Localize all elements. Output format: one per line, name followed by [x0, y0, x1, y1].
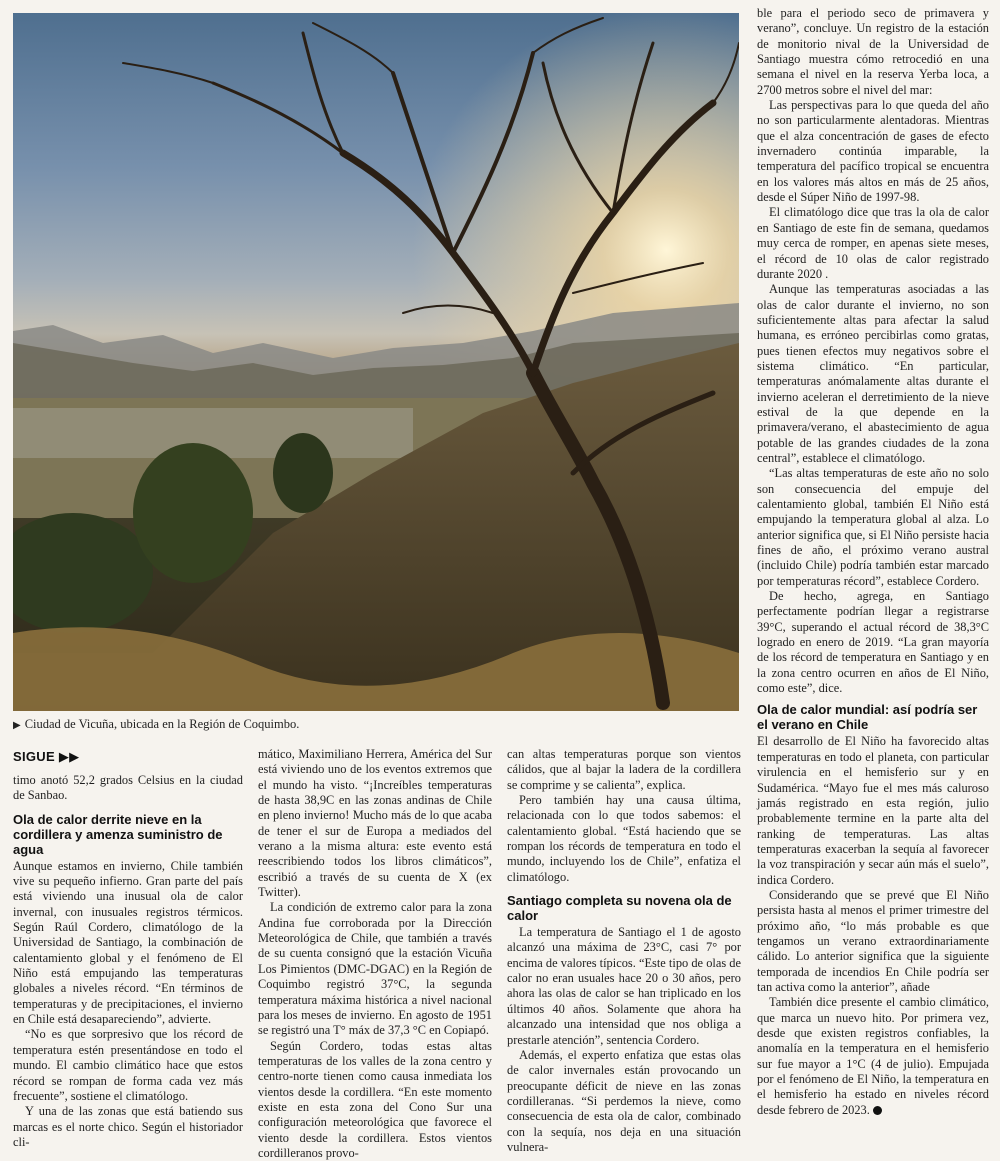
paragraph: El climatólogo dice que tras la ola de calor en Santiago de este fin de semana, quedamos muy cerca de romper, en apenas siete meses, el récord de 10 olas de calor registrado durante 2020 .	[757, 205, 989, 281]
photo-landscape	[13, 13, 739, 711]
paragraph: Las perspectivas para lo que queda del año no son particularmente alentadoras. Mientras que el alza concentración de gases de efecto invernadero continúa imparable, la temperatura del pacífico tropical se encuentra en los valores más altos en más de 25 años, desde el Súper Niño de 1997-98.	[757, 98, 989, 205]
article-column-3	[507, 747, 741, 1155]
paragraph-text: También dice presente el cambio climático, que marca un nuevo hito. Por primera vez, desde que existen registros confiables, la anomalía en la temperatura en el hemisferio sur fue mayor a 1°C (4 de julio). Empujada por el fenómeno de El Niño, la temperatura en el hemisferio ha estado en niveles récord desde febrero de 2023.	[757, 995, 989, 1117]
paragraph: Además, el experto enfatiza que estas olas de calor invernales están provocando un preocupante déficit de nieve en las zonas cordilleranas. “Si perdemos la nieve, como consecuencia de esta ola de calor, combinado con la sequía, nos deja en una situación vulnera-	[507, 1047, 741, 1154]
caption-text: Ciudad de Vicuña, ubicada en la Región de Coquimbo.	[24, 717, 300, 731]
paragraph: El desarrollo de El Niño ha favorecido altas temperaturas en todo el planeta, con particular virulencia en el hemisferio sur y en Sudamérica. “Mayo fue el mes más caluroso jamás registrado en esta región, julio probablemente termine en la parte alta del ranking de temperaturas. Las altas temperaturas exacerban la sequía al favorecer la voz transpiración y secar aún más el suelo”, indica Cordero.	[757, 734, 989, 887]
paragraph	[757, 995, 989, 1118]
paragraph: ble para el periodo seco de primavera y verano”, concluye. Un registro de la estación de monitorio nival de la Universidad de Santiago muestra cómo retrocedió en una semana el nivel en la reserva Yerba loca, a 2700 metros sobre el nivel del mar:	[757, 6, 989, 97]
paragraph: Pero también hay una causa última, relacionada con lo que todos sabemos: el calentamiento global. “Está haciendo que se rompan los récords de temperatura en todo el mundo, incluyendo los de Chile”, enfatiza el climatólogo.	[507, 793, 741, 884]
paragraph: La temperatura de Santiago el 1 de agosto alcanzó una máxima de 23°C, casi 7° por encima de valores típicos. “Este tipo de olas de calor no eran usuales hace 20 o 30 años, pero ahora las olas de calor se han triplicado en los últimos 40 años. Solamente que ahora ha alcanzado una intensidad que nos obliga a prestarle atención”, sentencia Cordero.	[507, 925, 741, 1047]
paragraph: mático, Maximiliano Herrera, América del Sur está viviendo uno de los eventos extremos que el mundo ha visto. “¡Increíbles temperaturas de hasta 38,9C en las zonas andinas de Chile en pleno invierno! Mucho más de lo que acaba de tener el sur de Europa a mediados del verano a la misma altura: este evento está reescribiendo todos los libros climáticos”, escribió a través de su cuenta de X (ex Twitter).	[258, 747, 492, 900]
paragraph: timo anotó 52,2 grados Celsius en la ciudad de Sanbao.	[13, 773, 243, 803]
paragraph: La condición de extremo calor para la zona Andina fue corroborada por la Dirección Meteorológica de Chile, que también a través de su cuenta consignó que la estación Vicuña Los Pimientos (DMC-DGAC) en la Región de Coquimbo registró 37°C, la segunda temperatura máxima histórica a nivel nacional para los meses de invierno. En agosto de 1951 se registró una T° máx de 37,3 °C en Copiapó.	[258, 900, 492, 1038]
photo-caption	[13, 717, 743, 732]
paragraph: can altas temperaturas porque son vientos cálidos, que al bajar la ladera de la cordillera se comprime y se calienta”, explica.	[507, 747, 741, 792]
paragraph: “No es que sorpresivo que los récord de temperatura estén presentándose en todo el mundo. El cambio climático hace que estos récord se rompan de forma cada vez más frecuente”, sostiene el climatólogo.	[13, 1027, 243, 1103]
subheading-world: Ola de calor mundial: así podría ser el verano en Chile	[757, 702, 978, 733]
paragraph: Aunque las temperaturas asociadas a las olas de calor durante el invierno, no son suficientemente altas para afectar la salud humana, es erróneo percibirlas como gratas, pues tienen efectos muy negativos sobre el sistema climático. “En particular, temperaturas anómalamente altas durante el invierno aceleran el derretimiento de la nieve estival de la que depende en la primavera/verano, el abastecimiento de agua potable de las grandes ciudades de la zona central”, establece el climatólogo.	[757, 282, 989, 465]
article-column-1	[13, 773, 243, 1150]
continues-label: SIGUE ▶▶	[13, 749, 80, 764]
paragraph: Aunque estamos en invierno, Chile también vive su pequeño infierno. Gran parte del país está viviendo una inusual ola de calor invernal, con inusuales registros térmicos. Según Raúl Cordero, climatólogo de la Universidad de Santiago, la combinación de calentamiento global y el fenómeno de El Niño está empujando las temperaturas globales a niveles récord. “En términos de temperaturas y de precipitaciones, el invierno en Chile está desapareciendo”, advierte.	[13, 858, 243, 1027]
shrub	[273, 433, 333, 513]
article-photo	[13, 13, 739, 711]
paragraph: Según Cordero, todas estas altas temperaturas de los valles de la zona centro y centro-norte tienen como causa inmediata los vientos desde la cordillera. “En este momento existe en esta zona del Cono Sur una configuración meteorológica que favorece el viento desde la cordillera. Estos vientos cordilleranos provo-	[258, 1038, 492, 1160]
end-of-article-icon	[873, 1106, 882, 1115]
subheading-santiago: Santiago completa su novena ola de calor	[507, 893, 732, 924]
paragraph: De hecho, agrega, en Santiago perfectamente podrían llegar a registrarse 39°C, superando el actual récord de 38,3°C logrado en enero de 2019. “La gran mayoría de los récord de temperatura en Santiago y en la zona centro ocurren en años de El Niño, como este”, dice.	[757, 589, 989, 696]
paragraph: “Las altas temperaturas de este año no solo son consecuencia del empuje del calentamiento global, también El Niño está empujando la temperatura global al alza. Lo anterior significa que, si El Niño persiste hacia fines de año, el próximo verano austral (incluido Chile) podría también estar marcado por temperaturas récord”, establece Cordero.	[757, 466, 989, 588]
caption-triangle-icon: ▶	[13, 720, 21, 731]
paragraph: Y una de las zonas que está batiendo sus marcas es el norte chico. Según el historiador cli-	[13, 1104, 243, 1149]
paragraph: Considerando que se prevé que El Niño persista hasta al menos el primer trimestre del próximo año, “lo más probable es que tengamos un verano extraordinariamente cálido. Lo anterior significa que la siguiente temporada de incendios En Chile podría ser tan activa como la anterior”, añade	[757, 887, 989, 994]
subheading-snow: Ola de calor derrite nieve en la cordillera y amenza suministro de agua	[13, 811, 223, 857]
shrub	[133, 443, 253, 583]
article-column-4	[757, 6, 989, 1118]
article-column-2	[258, 747, 492, 1161]
